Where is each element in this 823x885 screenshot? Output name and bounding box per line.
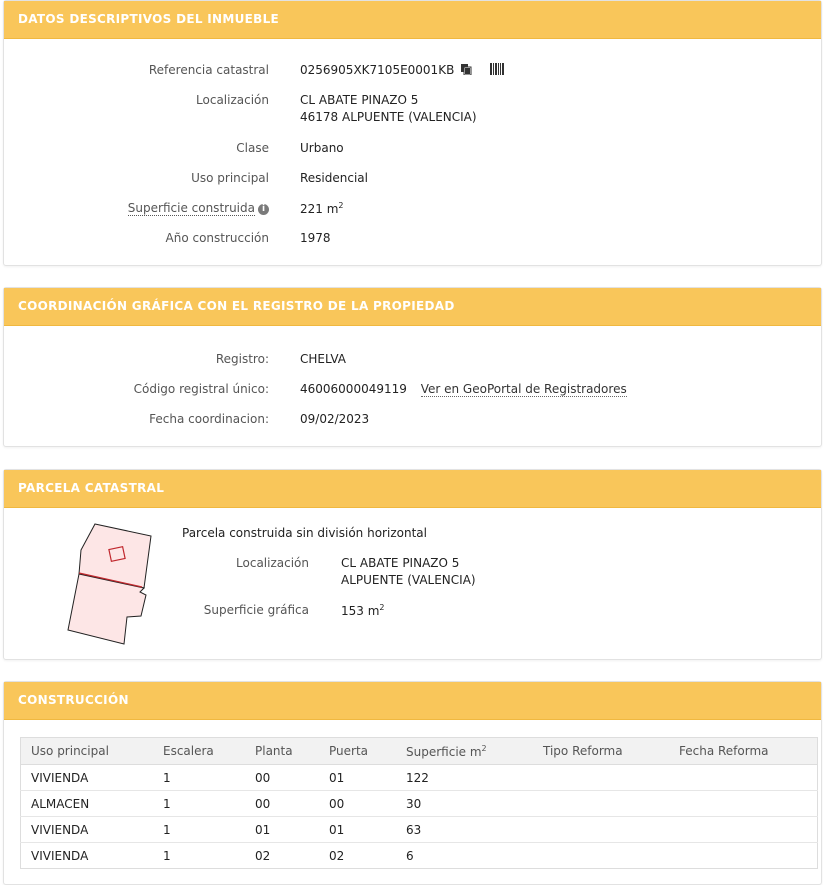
parcela-loc-line2: ALPUENTE (VALENCIA) [341,573,476,587]
uso-value: Residencial [300,171,368,185]
parcela-sup-label: Superficie gráfica [203,603,309,617]
parcela-panel [3,469,822,660]
cell-fecha-reforma [669,817,818,843]
anio-label: Año construcción [165,231,269,245]
parcel-map[interactable] [64,522,154,646]
construccion-panel [3,681,822,885]
parcela-loc-label: Localización [236,556,309,570]
parcela-panel-title: PARCELA CATASTRAL [4,470,821,508]
codigo-value: 46006000049119 [300,382,407,396]
info-icon[interactable]: i [258,204,269,215]
codigo-value-wrap [300,382,627,396]
cell-fecha-reforma [669,765,818,791]
cell-tipo-reforma [533,791,669,817]
cell-escalera: 1 [153,765,245,791]
fecha-label: Fecha coordinacion: [149,412,269,426]
geoportal-link[interactable]: Ver en GeoPortal de Registradores [420,382,627,396]
parcela-sup-value: 153 m [341,604,380,618]
cell-puerta: 00 [319,791,396,817]
cell-planta: 00 [245,791,319,817]
cell-escalera: 1 [153,843,245,869]
cell-uso: VIVIENDA [21,765,154,791]
cell-uso: VIVIENDA [21,817,154,843]
parcela-sup-exp: 2 [379,603,385,612]
fecha-value: 09/02/2023 [300,412,370,426]
cell-tipo-reforma [533,817,669,843]
col-superficie-exp: 2 [481,743,487,753]
loc-line2: 46178 ALPUENTE (VALENCIA) [300,110,477,124]
cell-tipo-reforma [533,765,669,791]
sup-label: Superficie construida [127,201,255,215]
coordinacion-panel-title: COORDINACIÓN GRÁFICA CON EL REGISTRO DE LA PROPIEDAD [4,288,821,326]
cell-uso: ALMACEN [21,791,154,817]
copy-icon[interactable] [460,63,472,78]
cell-escalera: 1 [153,817,245,843]
table-row [21,843,818,869]
col-superficie: Superficie m [406,744,482,759]
ref-label: Referencia catastral [148,63,269,77]
loc-line1: CL ABATE PINAZO 5 [300,93,419,107]
uso-label: Uso principal [191,171,269,185]
parcela-sup-value-wrap [341,603,385,618]
col-superficie-wrap [396,738,533,765]
col-escalera: Escalera [153,738,245,765]
col-tipo-reforma: Tipo Reforma [533,738,669,765]
table-body [21,765,818,869]
cell-uso: VIVIENDA [21,843,154,869]
registro-label: Registro: [215,352,269,366]
cell-escalera: 1 [153,791,245,817]
codigo-label: Código registral único: [133,382,269,396]
cell-planta: 00 [245,765,319,791]
anio-value: 1978 [300,231,331,245]
parcela-tipo: Parcela construida sin división horizontal [182,526,427,540]
parcela-loc-value [341,556,476,587]
col-uso: Uso principal [21,738,154,765]
cell-superficie: 122 [396,765,533,791]
datos-panel-title: DATOS DESCRIPTIVOS DEL INMUEBLE [4,1,821,39]
cell-tipo-reforma [533,843,669,869]
cell-fecha-reforma [669,791,818,817]
clase-value: Urbano [300,141,344,155]
sup-value: 221 m [300,202,339,216]
construccion-table [20,737,818,869]
table-row [21,765,818,791]
parcela-loc-line1: CL ABATE PINAZO 5 [341,556,460,570]
cell-superficie: 63 [396,817,533,843]
col-planta: Planta [245,738,319,765]
cell-planta: 02 [245,843,319,869]
table-row [21,817,818,843]
sup-label-wrap[interactable] [128,201,269,215]
datos-panel [3,0,822,266]
coordinacion-panel [3,287,822,447]
cell-superficie: 30 [396,791,533,817]
construccion-panel-title: CONSTRUCCIÓN [4,682,821,720]
loc-value [300,93,477,124]
table-row [21,791,818,817]
cell-puerta: 01 [319,817,396,843]
cell-puerta: 01 [319,765,396,791]
clase-label: Clase [236,141,269,155]
cell-puerta: 02 [319,843,396,869]
sup-value-wrap [300,201,344,216]
cell-superficie: 6 [396,843,533,869]
col-fecha-reforma: Fecha Reforma [669,738,818,765]
registro-value: CHELVA [300,352,347,366]
table-header-row [21,738,818,765]
loc-label: Localización [196,93,269,107]
sup-exp: 2 [338,201,344,210]
barcode-icon[interactable] [490,63,504,78]
ref-value: 0256905XK7105E0001KB [300,63,455,77]
cell-fecha-reforma [669,843,818,869]
ref-value-wrap [300,63,504,78]
cell-planta: 01 [245,817,319,843]
col-puerta: Puerta [319,738,396,765]
